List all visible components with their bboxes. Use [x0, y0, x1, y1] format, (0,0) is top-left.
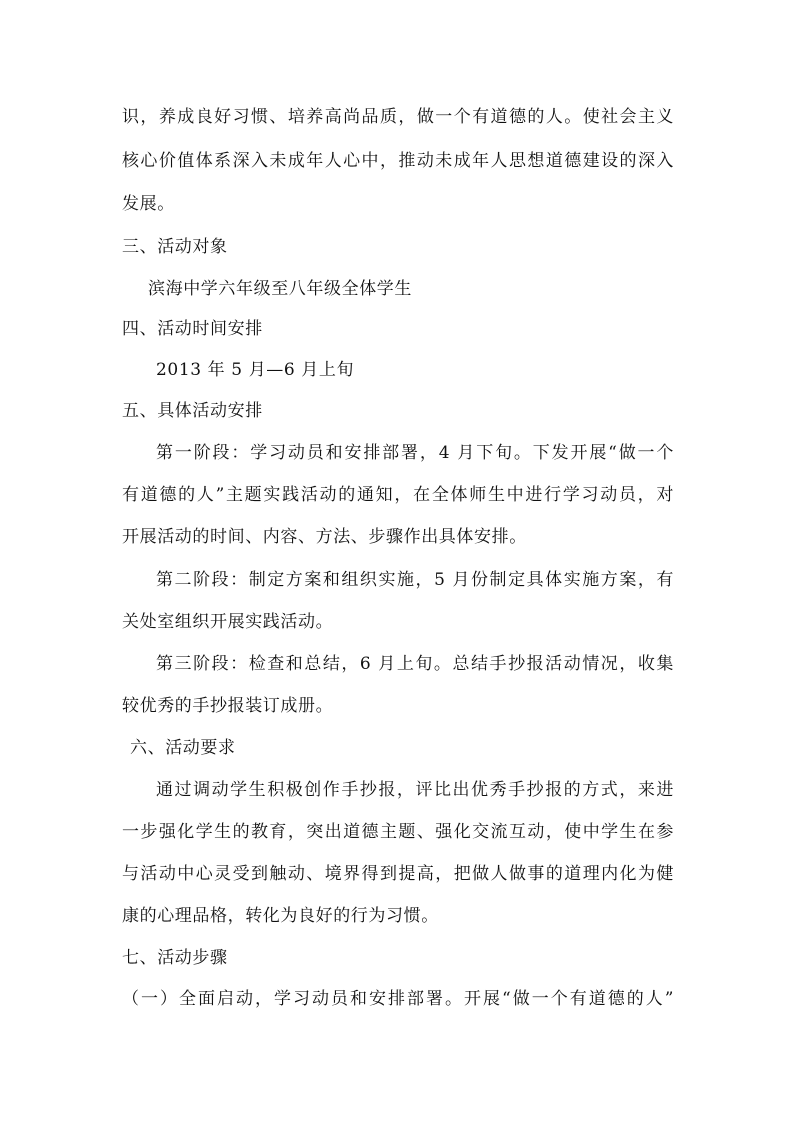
paragraph-line: 识，养成良好习惯、培养高尚品质，做一个有道德的人。使社会主义: [122, 107, 674, 127]
section-heading: 五、具体活动安排: [122, 401, 263, 421]
paragraph-line: （一）全面启动，学习动员和安排部署。开展“做一个有道德的人”: [122, 989, 674, 1009]
paragraph-line: 滨海中学六年级至八年级全体学生: [148, 279, 412, 299]
paragraph-line: 一步强化学生的教育，突出道德主题、强化交流互动，使中学生在参: [122, 822, 674, 842]
section-heading: 三、活动对象: [122, 237, 228, 257]
paragraph-line: 第二阶段：制定方案和组织实施，5 月份制定具体实施方案，有: [156, 570, 674, 590]
paragraph-line: 第一阶段：学习动员和安排部署，4 月下旬。下发开展“做一个: [156, 443, 674, 463]
paragraph-line: 较优秀的手抄报装订成册。: [122, 696, 334, 716]
paragraph-line: 发展。: [122, 194, 175, 214]
paragraph-line: 核心价值体系深入未成年人心中，推动未成年人思想道德建设的深入: [122, 151, 674, 171]
paragraph-line: 第三阶段：检查和总结，6 月上旬。总结手抄报活动情况，收集: [156, 654, 674, 674]
paragraph-line: 关处室组织开展实践活动。: [122, 612, 334, 632]
paragraph-line: 与活动中心灵受到触动、境界得到提高，把做人做事的道理内化为健: [122, 864, 674, 884]
section-heading: 四、活动时间安排: [122, 319, 263, 339]
paragraph-line: 2013 年 5 月—6 月上旬: [156, 360, 355, 380]
paragraph-line: 开展活动的时间、内容、方法、步骤作出具体安排。: [122, 527, 527, 547]
paragraph-line: 有道德的人”主题实践活动的通知，在全体师生中进行学习动员，对: [122, 485, 674, 505]
paragraph-line: 康的心理品格，转化为良好的行为习惯。: [122, 906, 439, 926]
section-heading: 七、活动步骤: [122, 948, 228, 968]
section-heading: 六、活动要求: [130, 738, 236, 758]
paragraph-line: 通过调动学生积极创作手抄报，评比出优秀手抄报的方式，来进: [156, 780, 674, 800]
